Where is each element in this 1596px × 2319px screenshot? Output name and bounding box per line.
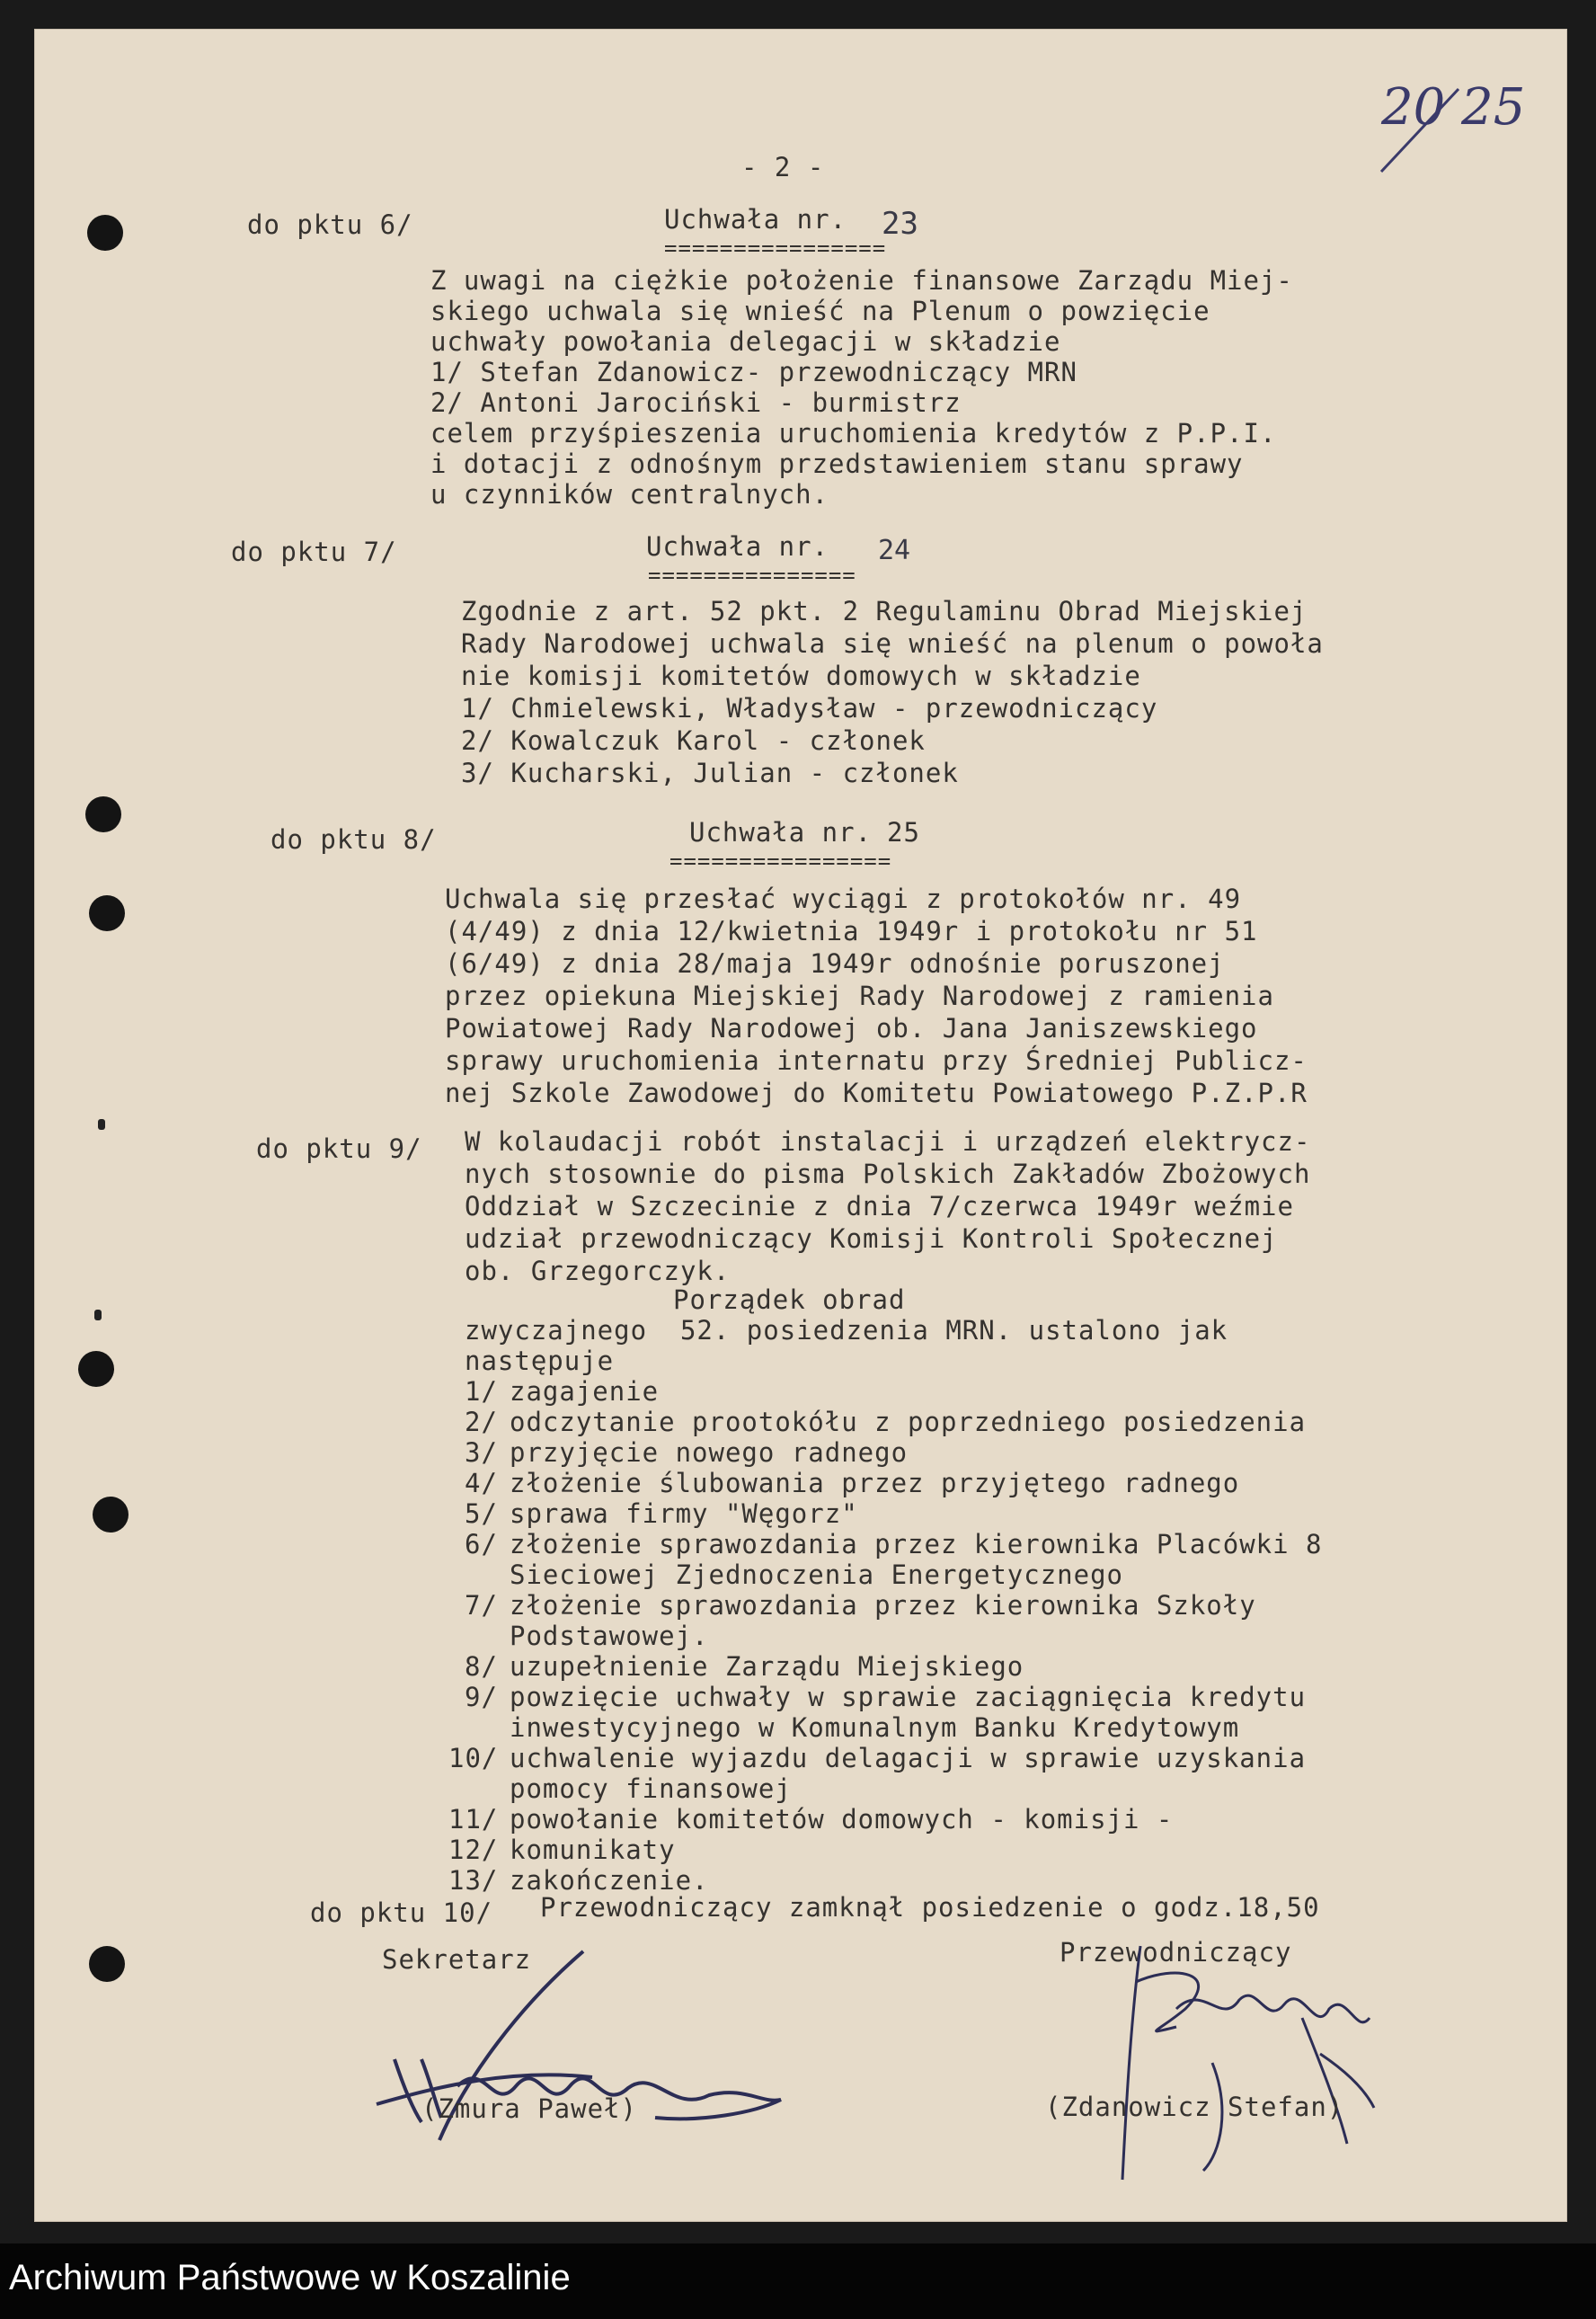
agenda-item-number: 2/ — [465, 1407, 498, 1437]
resolution-text-line: skiego uchwala się wnieść na Plenum o powzięcie — [430, 296, 1210, 326]
chair-signature-icon — [1051, 1928, 1428, 2189]
agenda-item-text: zagajenie — [510, 1376, 660, 1407]
footer-text: Archiwum Państwowe w Koszalinie — [9, 2258, 571, 2297]
resolution-text-line: 1/ Chmielewski, Władysław - przewodniczący — [461, 693, 1158, 724]
agenda-item-text: przyjęcie nowego radnego — [510, 1437, 909, 1468]
resolution-title: Uchwała nr. — [689, 817, 873, 848]
agenda-item-text: złożenie sprawozdania przez kierownika Placówki 8 — [510, 1529, 1323, 1559]
agenda-item-number: 5/ — [465, 1498, 498, 1529]
chair-name: (Zdanowicz Stefan) — [1045, 2092, 1344, 2122]
agenda-item-number: 10/ — [448, 1743, 499, 1773]
agenda-item-number: 11/ — [448, 1804, 499, 1835]
resolution-text-line: przez opiekuna Miejskiej Rady Narodowej z ramienia — [445, 981, 1274, 1011]
punch-hole — [87, 215, 123, 251]
resolution-number: 25 — [887, 817, 920, 848]
resolution-text-line: nej Szkole Zawodowej do Komitetu Powiatowego P.Z.P.R — [445, 1078, 1308, 1108]
resolution-number: 24 — [878, 535, 911, 566]
resolution-text-line: Z uwagi na ciężkie położenie finansowe Zarządu Miej- — [430, 265, 1293, 296]
resolution-number: 23 — [882, 206, 918, 242]
resolution-text-line: uchwały powołania delegacji w składzie — [430, 326, 1061, 357]
agenda-item-text: powołanie komitetów domowych - komisji - — [510, 1804, 1174, 1835]
punch-hole — [85, 796, 121, 832]
resolution-text-line: (6/49) z dnia 28/maja 1949r odnośnie poruszonej — [445, 948, 1225, 979]
punch-hole — [89, 1946, 125, 1982]
title-underline: =============== — [648, 563, 856, 588]
stamp-strike-icon — [1372, 84, 1471, 182]
resolution-text-line: 2/ Antoni Jarociński - burmistrz — [430, 387, 962, 418]
pkt9-text-line: W kolaudacji robót instalacji i urządzeń elektrycz- — [465, 1126, 1311, 1157]
agenda-item-text: powzięcie uchwały w sprawie zaciągnięcia kredytu — [510, 1682, 1307, 1712]
chair-title: Przewodniczący — [1060, 1937, 1292, 1968]
resolution-text-line: nie komisji komitetów domowych w składzie — [461, 661, 1141, 691]
resolution-text-line: Zgodnie z art. 52 pkt. 2 Regulaminu Obrad Miejskiej — [461, 596, 1308, 626]
resolution-text-line: 1/ Stefan Zdanowicz- przewodniczący MRN — [430, 357, 1077, 387]
agenda-item-text: uchwalenie wyjazdu delagacji w sprawie uzyskania — [510, 1743, 1307, 1773]
section-label: do pktu 10/ — [310, 1897, 493, 1928]
agenda-item-number: 4/ — [465, 1468, 498, 1498]
document-page — [34, 29, 1567, 2222]
punch-mark — [94, 1310, 102, 1320]
section-label: do pktu 6/ — [247, 209, 413, 240]
agenda-item-text: sprawa firmy "Węgorz" — [510, 1498, 858, 1529]
agenda-item-text: złożenie sprawozdania przez kierownika Szkoły — [510, 1590, 1256, 1621]
punch-hole — [89, 895, 125, 931]
agenda-item-number: 13/ — [448, 1865, 499, 1896]
pkt9-text-line: udział przewodniczący Komisji Kontroli Społecznej — [465, 1223, 1278, 1254]
resolution-text-line: 2/ Kowalczuk Karol - członek — [461, 725, 926, 756]
section-label: do pktu 9/ — [256, 1133, 422, 1164]
agenda-item-number: 9/ — [465, 1682, 498, 1712]
resolution-text-line: celem przyśpieszenia uruchomienia kredytów z P.P.I. — [430, 418, 1277, 449]
agenda-title: Porządek obrad — [673, 1284, 906, 1315]
punch-hole — [93, 1497, 129, 1533]
archive-stamp: 20 25 — [1381, 78, 1526, 137]
agenda-item-number: 12/ — [448, 1835, 499, 1865]
resolution-text-line: Uchwala się przesłać wyciągi z protokołów nr. 49 — [445, 884, 1242, 914]
agenda-item-text: Sieciowej Zjednoczenia Energetycznego — [510, 1559, 1124, 1590]
agenda-intro: następuje — [465, 1346, 615, 1376]
pkt9-text-line: ob. Grzegorczyk. — [465, 1256, 731, 1286]
resolution-text-line: Rady Narodowej uchwala się wnieść na plenum o powoła — [461, 628, 1324, 659]
page-number: - 2 - — [741, 152, 825, 182]
punch-mark — [98, 1119, 105, 1130]
agenda-item-text: zakończenie. — [510, 1865, 709, 1896]
title-underline: ================ — [664, 235, 887, 261]
agenda-item-text: odczytanie prootokółu z poprzedniego posiedzenia — [510, 1407, 1307, 1437]
agenda-item-text: komunikaty — [510, 1835, 676, 1865]
agenda-item-text: Podstawowej. — [510, 1621, 709, 1651]
agenda-item-number: 1/ — [465, 1376, 498, 1407]
agenda-item-text: złożenie ślubowania przez przyjętego radnego — [510, 1468, 1240, 1498]
section-label: do pktu 8/ — [270, 824, 437, 855]
resolution-text-line: i dotacji z odnośnym przedstawieniem stanu sprawy — [430, 449, 1244, 479]
agenda-item-text: pomocy finansowej — [510, 1773, 792, 1804]
agenda-item-number: 8/ — [465, 1651, 498, 1682]
section-label: do pktu 7/ — [231, 537, 397, 567]
agenda-item-text: uzupełnienie Zarządu Miejskiego — [510, 1651, 1024, 1682]
pkt9-text-line: nych stosownie do pisma Polskich Zakładów Zbożowych — [465, 1159, 1311, 1189]
agenda-item-number: 7/ — [465, 1590, 498, 1621]
agenda-item-number: 3/ — [465, 1437, 498, 1468]
resolution-text-line: u czynników centralnych. — [430, 479, 829, 510]
punch-hole — [78, 1351, 114, 1387]
agenda-intro: zwyczajnego 52. posiedzenia MRN. ustalono jak — [465, 1315, 1228, 1346]
archive-footer — [0, 2243, 1596, 2319]
resolution-title: Uchwała nr. — [646, 531, 829, 562]
resolution-text-line: Powiatowej Rady Narodowej ob. Jana Janiszewskiego — [445, 1013, 1258, 1044]
resolution-title: Uchwała nr. — [664, 204, 847, 235]
secretary-title: Sekretarz — [382, 1944, 532, 1975]
resolution-text-line: 3/ Kucharski, Julian - członek — [461, 758, 959, 788]
agenda-item-number: 6/ — [465, 1529, 498, 1559]
secretary-name: (Zmura Paweł) — [421, 2093, 637, 2124]
pkt9-text-line: Oddział w Szczecinie z dnia 7/czerwca 1949r weźmie — [465, 1191, 1294, 1222]
pkt10-text: Przewodniczący zamknął posiedzenie o godz.18,50 — [540, 1892, 1320, 1923]
agenda-item-text: inwestycyjnego w Komunalnym Banku Kredytowym — [510, 1712, 1240, 1743]
title-underline: ================ — [669, 849, 892, 874]
resolution-text-line: (4/49) z dnia 12/kwietnia 1949r i protokołu nr 51 — [445, 916, 1258, 946]
resolution-text-line: sprawy uruchomienia internatu przy Średniej Publicz- — [445, 1045, 1308, 1076]
